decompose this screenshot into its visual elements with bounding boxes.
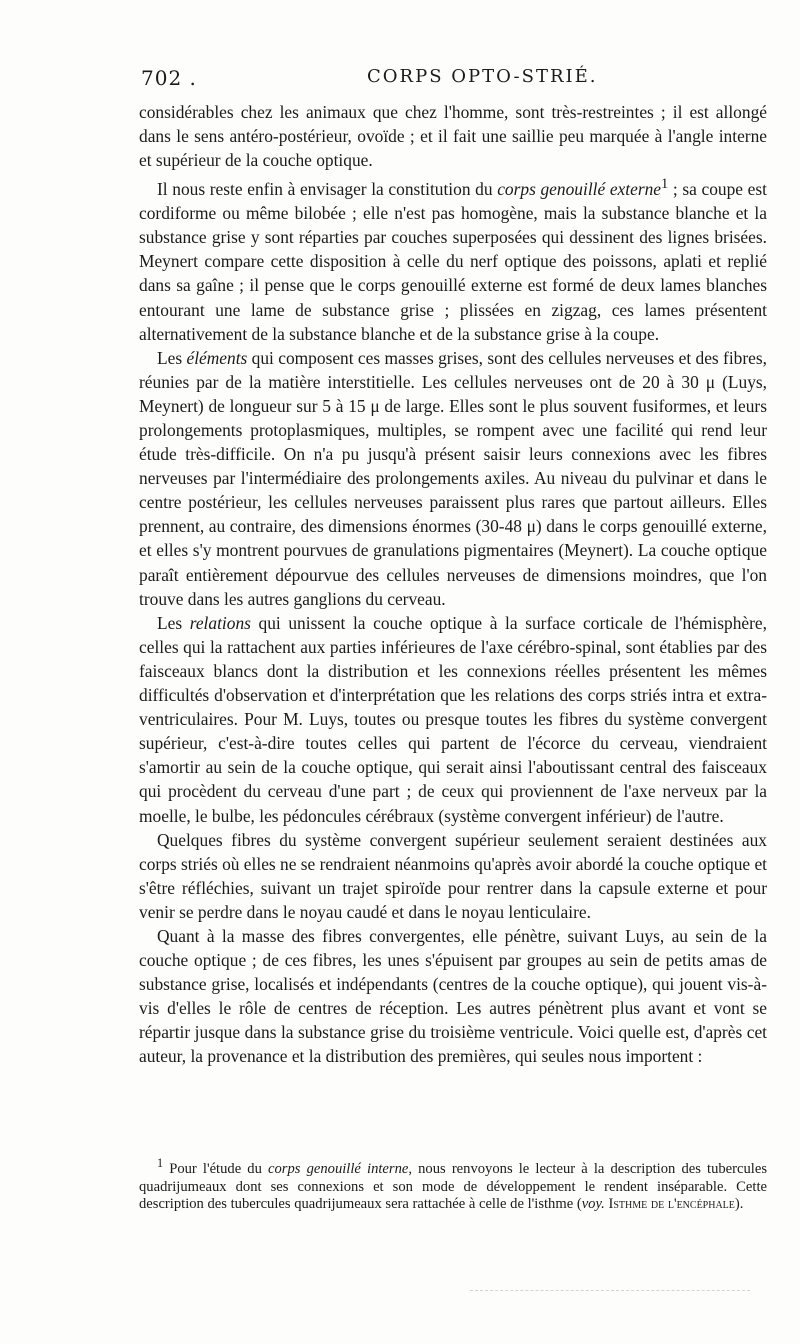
paragraph xyxy=(139,346,767,611)
running-title: CORPS OPTO-STRIÉ. xyxy=(367,66,598,87)
paragraph xyxy=(139,172,767,345)
body-text xyxy=(139,100,767,1069)
paragraph xyxy=(139,924,767,1069)
page-number: 702 . xyxy=(141,66,197,90)
italic-text: relations xyxy=(189,612,251,633)
text-run: , nous renvoyons le lecteur à la description des tubercules quadrijumeaux dont ses connexions et son mode de développement le rendent inséparable. Cette description des tubercules quadrijumeaux sera rattachée à celle de l'isthme ( xyxy=(139,1160,767,1213)
italic-text: voy. xyxy=(581,1196,605,1213)
footnote xyxy=(139,1155,767,1214)
bottom-rule xyxy=(470,1290,750,1292)
text-run: Quant à la masse des fibres convergentes, elle pénètre, suivant Luys, au sein de la couche optique ; de ces fibres, les unes s'épuisent par groupes au sein de petits amas de substance grise, localisés et indépendants (centres de la couche optique), qui jouent vis-à-vis d'elles le rôle de centres de réception. Les autres pénètrent plus avant et vont se répartir jusque dans la substance grise du troisième ventricule. Voici quelle est, d'après cet auteur, la provenance et la distribution des premières, qui seules nous importent : xyxy=(139,925,767,1067)
text-run: Il nous reste enfin à envisager la constitution du xyxy=(157,179,498,200)
text-run: qui composent ces masses grises, sont des cellules nerveuses et des fibres, réunies par de la matière interstitielle. Les cellules nerveuses ont de 20 à 30 μ (Luys, Meynert) de longueur sur 5 à 15 μ de large. Elles sont le plus souvent fusiformes, et leurs prolongements protoplasmiques, multiples, se rompent avec une facilité qui rend leur étude très-difficile. On n'a pu jusqu'à présent saisir leurs connexions avec les fibres nerveuses par l'intermédiaire des prolongements axiles. Au niveau du pulvinar et dans le centre postérieur, les cellules nerveuses paraissent plus rares que partout ailleurs. Elles prennent, au contraire, des dimensions énormes (30-48 μ) dans le corps genouillé externe, et elles s'y montrent pourvues de granulations pigmentaires (Meynert). La couche optique paraît entièrement dépourvue des cellules nerveuses de dimensions moindres, que l'on trouve dans les autres ganglions du cerveau. xyxy=(139,347,767,609)
text-run: Pour l'étude du xyxy=(163,1160,269,1177)
text-run: Isthme de l'encéphale xyxy=(608,1196,735,1213)
footnote-marker: 1 xyxy=(157,1156,164,1170)
text-run: qui unissent la couche optique à la surface corticale de l'hémisphère, celles qui la rattachent aux parties inférieures de l'axe cérébro-spinal, sont établies par des faisceaux blancs dont la distribution et les connexions réelles présentent les mêmes difficultés d'observation et d'interprétation que les relations des corps striés intra et extra-ventriculaires. Pour M. Luys, toutes ou presque toutes les fibres du système convergent supérieur, c'est-à-dire toutes celles qui partent de l'écorce du cerveau, viendraient s'amortir au sein de la couche optique, qui serait ainsi l'aboutissant central des faisceaux qui procèdent du cerveau d'une part ; de ceux qui proviennent de l'axe nerveux par la moelle, le bulbe, les pédoncules cérébraux (système convergent inférieur) de l'autre. xyxy=(139,612,767,826)
paragraph xyxy=(139,828,767,924)
text-run: Les xyxy=(157,347,187,368)
text-run: ). xyxy=(734,1196,744,1213)
italic-text: corps genouillé externe xyxy=(497,179,662,200)
paragraph xyxy=(139,100,767,172)
text-run: ; sa coupe est cordiforme ou même bilobée ; elle n'est pas homogène, mais la substance blanche et la substance grise y sont réparties par couches superposées qui dessinent des lignes brisées. Meynert compare cette disposition à celle du nerf optique des poissons, aplati et replié dans sa gaîne ; il pense que le corps genouillé externe est formé de deux lames blanches entourant une lame de substance grise ; plissées en zigzag, ces lames présentent alternativement de la substance blanche et de la substance grise à la coupe. xyxy=(139,179,767,344)
paragraph xyxy=(139,611,767,828)
text-run: Quelques fibres du système convergent supérieur seulement seraient destinées aux corps striés où elles ne se rendraient néanmoins qu'après avoir abordé la couche optique et s'être réfléchies, suivant un trajet spiroïde pour rentrer dans la capsule externe et pour venir se perdre dans le noyau caudé et dans le noyau lenticulaire. xyxy=(139,829,768,922)
text-run: considérables chez les animaux que chez l'homme, sont très-restreintes ; il est allongé dans le sens antéro-postérieur, ovoïde ; et il fait une saillie peu marquée à l'angle interne et supérieur de la couche optique. xyxy=(139,102,767,171)
italic-text: corps genouillé interne xyxy=(268,1160,409,1177)
page-header xyxy=(141,66,761,96)
footnote-marker: 1 xyxy=(661,176,669,193)
text-run: Les xyxy=(157,612,190,633)
italic-text: éléments xyxy=(186,347,248,368)
